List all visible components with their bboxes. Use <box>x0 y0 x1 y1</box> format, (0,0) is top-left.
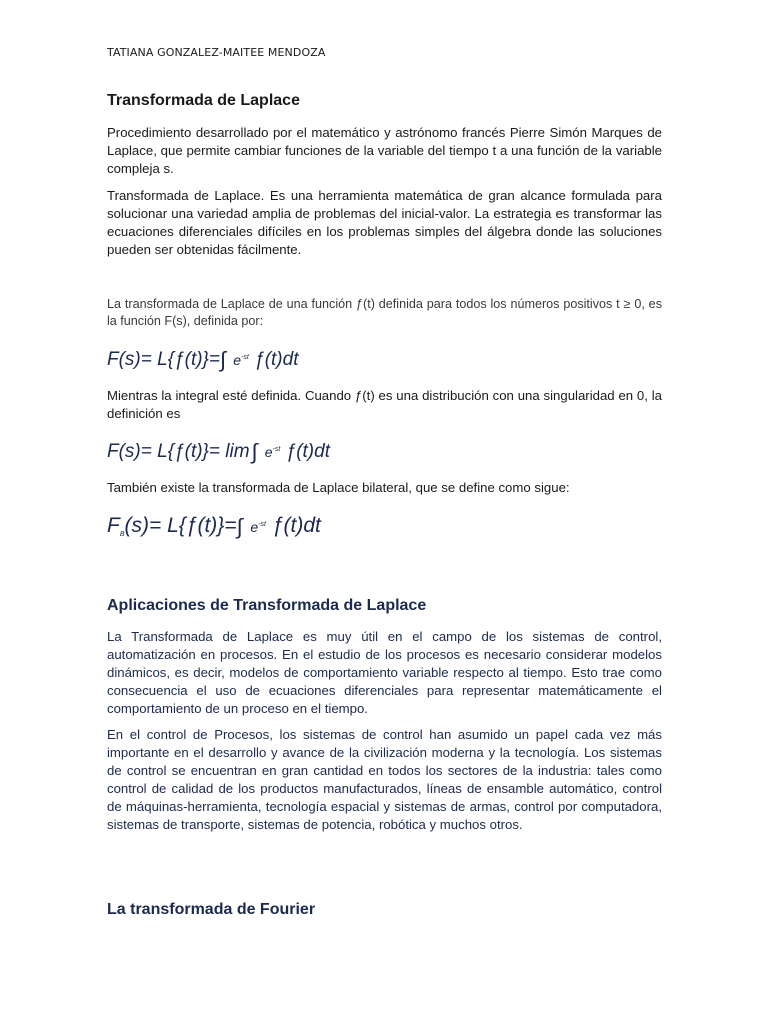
formula-rhs: ƒ(t)dt <box>271 514 321 537</box>
formula-exponent: -st <box>241 354 249 361</box>
formula-rhs: ƒ(t)dt <box>285 441 330 462</box>
formula-subscript: B <box>119 531 125 538</box>
integral-sign: ∫ <box>251 439 258 464</box>
fourier-heading: La transformada de Fourier <box>107 901 316 918</box>
formula-exponential: e <box>250 519 259 535</box>
laplace-definition-paragraph: La transformada de Laplace de una función ƒ(t) definida para todos los números positivos t ≥ 0, es la función F(s), definida por: <box>107 297 662 328</box>
laplace-singularity-paragraph: Mientras la integral esté definida. Cuando ƒ(t) es una distribución con una singularidad en 0, la definición es <box>107 388 662 421</box>
formula-lhs: F(s)= L{ƒ(t)}= lim <box>107 441 250 462</box>
formula-exponent: -st <box>258 521 266 528</box>
author-header: TATIANA GONZALEZ-MAITEE MENDOZA <box>107 46 326 59</box>
integral-sign: ∫ <box>236 514 243 539</box>
laplace-paragraph-1: Procedimiento desarrollado por el matemático y astrónomo francés Pierre Simón Marques de Laplace, que permite cambiar funciones de la variable del tiempo t a una función de la variable compleja s. <box>107 125 662 176</box>
applications-heading: Aplicaciones de Transformada de Laplace <box>107 597 427 614</box>
formula-lhs: F(s)= L{ƒ(t)}= <box>107 349 220 370</box>
bilateral-paragraph: También existe la transformada de Laplace bilateral, que se define como sigue: <box>107 480 570 495</box>
formula-exponential: e <box>233 352 242 368</box>
integral-sign: ∫ <box>220 347 227 372</box>
formula-exponent: -st <box>272 446 281 453</box>
formula-rhs: ƒ(t)dt <box>254 349 299 370</box>
laplace-limit-formula <box>107 439 330 465</box>
laplace-heading: Transformada de Laplace <box>107 92 300 109</box>
applications-paragraph-1: La Transformada de Laplace es muy útil en el campo de los sistemas de control, automatización en procesos. En el estudio de los procesos es necesario considerar modelos dinámicos, es decir, modelos de comportamiento variable respecto al tiempo. Esto trae como consecuencia el uso de ecuaciones diferenciales para representar matemáticamente el comportamiento de un proceso en el tiempo. <box>107 629 662 716</box>
bilateral-laplace-formula <box>107 514 321 540</box>
formula-exponential: e <box>264 444 273 460</box>
formula-lhs: (s)= L{ƒ(t)}= <box>124 514 237 537</box>
applications-paragraph-2: En el control de Procesos, los sistemas de control han asumido un papel cada vez más importante en el desarrollo y avance de la civilización moderna y la tecnología. Los sistemas de control se encuentran en gran cantidad en todos los sectores de la industria: tales como control de calidad de los productos manufacturados, líneas de ensamble automático, control de máquinas-herramienta, tecnología espacial y sistemas de armas, control por computadora, sistemas de transporte, sistemas de potencia, robótica y muchos otros. <box>107 727 662 832</box>
laplace-paragraph-2: Transformada de Laplace. Es una herramienta matemática de gran alcance formulada para solucionar una variedad amplia de problemas del inicial-valor. La estrategia es transformar las ecuaciones diferenciales difíciles en los problemas simples del álgebra donde las soluciones pueden ser obtenidas fácilmente. <box>107 188 662 257</box>
laplace-formula <box>107 347 298 373</box>
formula-F: F <box>107 514 120 537</box>
